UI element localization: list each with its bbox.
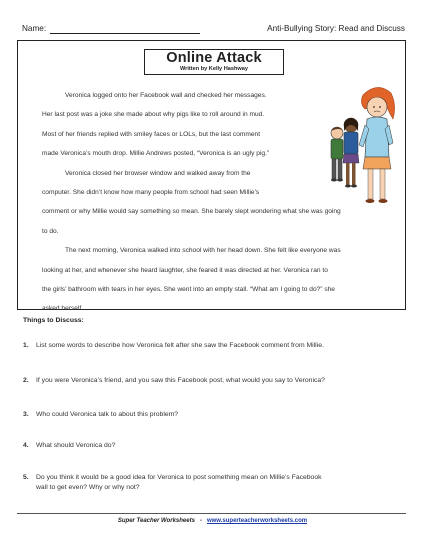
footer-brand: Super Teacher Worksheets — [117, 518, 195, 524]
story-line: Veronica logged onto her Facebook wall and checked her messages. — [65, 92, 267, 99]
students-illustration — [319, 79, 397, 209]
story-line: the girls’ bathroom with tears in her eyes. She went into an empty stall. “What am I going to do?” she — [42, 286, 335, 294]
story-box — [17, 40, 406, 313]
story-line: asked herself. — [42, 305, 84, 313]
story-line: looking at her, and whenever she heard laughter, she feared it was directed at her. Veronica ran to — [42, 266, 328, 274]
question-text: Do you think it would be a good idea for Veronica to post something mean on Millie’s Facebook — [36, 474, 322, 481]
question-number: 4. — [23, 442, 29, 449]
discussion-question — [23, 441, 393, 451]
story-line: Her last post was a joke she made about why pigs like to roll around in mud. — [42, 111, 265, 119]
discussion-question — [23, 473, 393, 493]
story-line: The next morning, Veronica walked into school with her head down. She felt like everyone was — [65, 247, 341, 255]
worksheet-header — [22, 24, 405, 38]
story-line: comment or why Millie would say something so mean. She barely slept wondering what she was going — [42, 208, 341, 216]
discussion-heading: Things to Discuss: — [23, 317, 84, 324]
middle-girl-figure — [343, 118, 359, 188]
name-label: Name: — [22, 24, 47, 33]
redhead-girl-figure — [359, 87, 395, 203]
discussion-question — [23, 410, 393, 420]
question-number: 1. — [23, 342, 29, 349]
footer — [0, 518, 425, 524]
question-number: 3. — [23, 411, 29, 418]
story-line: Veronica closed her browser window and walked away from the — [65, 169, 251, 177]
question-text: What should Veronica do? — [36, 442, 116, 449]
footer-divider — [17, 513, 406, 514]
story-author: Written by Kelly Hashway — [180, 66, 248, 72]
story-line: made Veronica’s mouth drop. Millie Andrews posted, “Veronica is an ugly pig.” — [42, 150, 270, 158]
story-text — [42, 86, 341, 319]
question-text: wall to get even? Why or why not? — [36, 484, 140, 491]
boy-figure — [331, 127, 343, 182]
story-line: Most of her friends replied with smiley faces or LOLs, but the last comment — [42, 130, 261, 138]
name-blank-line — [50, 33, 200, 34]
story-line: computer. She didn’t know how many people from school had seen Millie’s — [42, 189, 260, 197]
worksheet-topic: Anti-Bullying Story: Read and Discuss — [267, 24, 405, 33]
footer-url-link[interactable]: www.superteacherworksheets.com — [206, 518, 308, 524]
title-box — [144, 49, 284, 75]
story-line: to do. — [42, 227, 59, 235]
story-title: Online Attack — [166, 50, 262, 66]
discussion-question — [23, 376, 393, 386]
question-text: If you were Veronica’s friend, and you saw this Facebook post, what would you say to Veronica? — [36, 377, 325, 384]
footer-separator: - — [199, 518, 202, 524]
question-text: List some words to describe how Veronica felt after she saw the Facebook comment from Millie. — [36, 342, 324, 349]
question-text: Who could Veronica talk to about this problem? — [36, 411, 179, 418]
question-number: 5. — [23, 474, 29, 481]
discussion-question — [23, 341, 393, 351]
question-number: 2. — [23, 377, 29, 384]
